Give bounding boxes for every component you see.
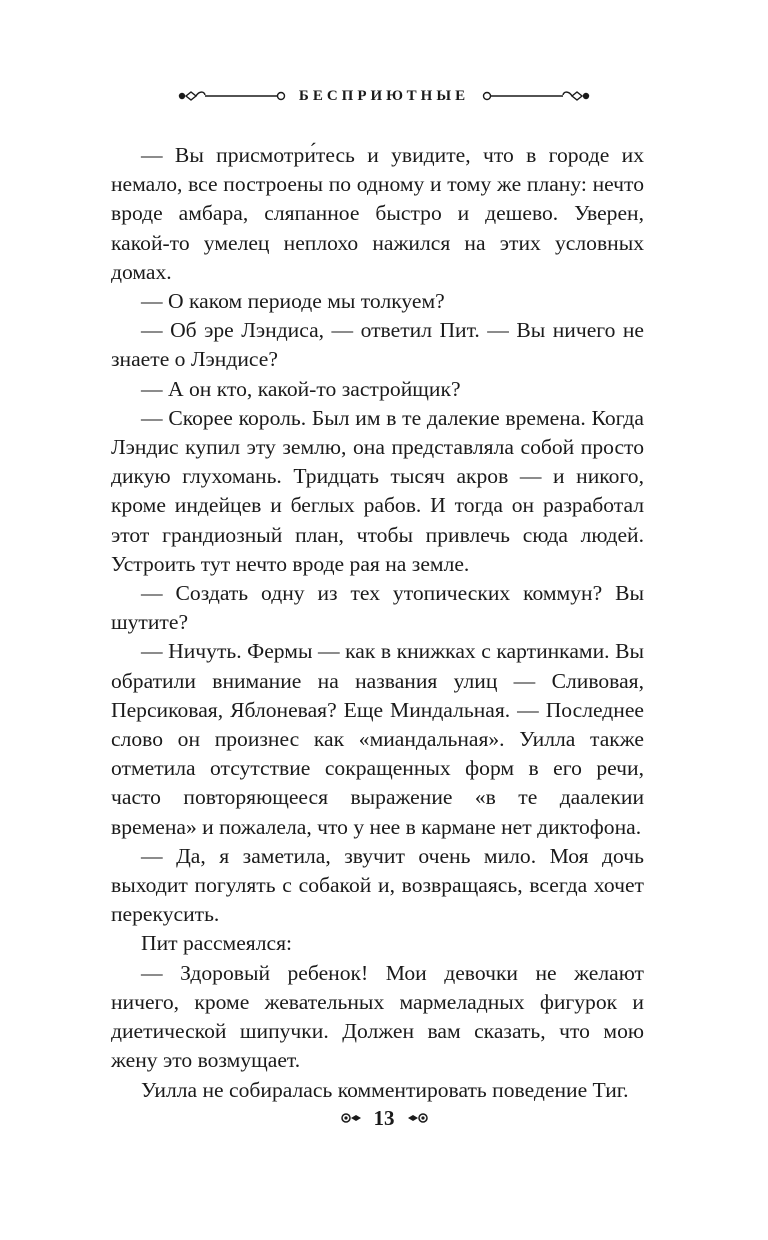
page-footer — [0, 1103, 768, 1133]
paragraph: — Да, я заметила, звучит очень мило. Моя дочь выходит погулять с собакой и, возвращаясь, всегда хочет перекусить. — [111, 843, 644, 927]
footer-ornament-right-icon — [403, 1111, 429, 1125]
footer-ornament-left-icon — [340, 1111, 366, 1125]
paragraph: Уилла не собиралась комментировать поведение Тиг. — [141, 1077, 629, 1102]
paragraph: — Скорее король. Был им в те далекие времена. Когда Лэндис купил эту землю, она представляла собой просто дикую глухомань. Тридцать тысяч акров — и никого, кроме индейцев и беглых рабов. И тогда он разработал этот грандиозный план, чтобы привлечь сюда людей. Устроить тут нечто вроде рая на земле. — [111, 405, 644, 576]
ornament-left-icon — [177, 88, 289, 104]
book-title: БЕСПРИЮТНЫЕ — [298, 87, 470, 104]
paragraph: — Вы присмотри́тесь и увидите, что в городе их немало, все построены по одному и тому же плану: нечто вроде амбара, сляпанное быстро и дешево. Уверен, какой-то умелец неплохо нажился на этих условных домах. — [111, 143, 644, 284]
running-header — [0, 84, 768, 108]
paragraph: — Здоровый ребенок! Мои девочки не желают ничего, кроме жевательных мармеладных фигурок и диетической шипучки. Должен вам сказать, что мою жену это возмущает. — [111, 960, 644, 1073]
paragraph: Пит рассмеялся: — [141, 931, 293, 956]
paragraph: — Создать одну из тех утопических коммун? Вы шутите? — [111, 581, 644, 635]
paragraph: — Ничуть. Фермы — как в книжках с картинками. Вы обратили внимание на названия улиц — Сливовая, Персиковая, Яблоневая? Еще Миндальная. — Последнее слово он произнес как «миандальная». Уилла также отметила отсутствие сокращенных форм в его речи, часто повторяющееся выражение «в те даалекии времена» и пожалела, что у нее в кармане нет диктофона. — [111, 639, 644, 839]
page-number: 13 — [373, 1105, 395, 1130]
paragraph: — А он кто, какой-то застройщик? — [141, 376, 461, 401]
paragraph: — Об эре Лэндиса, — ответил Пит. — Вы ничего не знаете о Лэндисе? — [111, 318, 644, 372]
page-body-text — [111, 141, 644, 1105]
paragraph: — О каком периоде мы толкуем? — [141, 289, 445, 314]
ornament-right-icon — [479, 88, 591, 104]
